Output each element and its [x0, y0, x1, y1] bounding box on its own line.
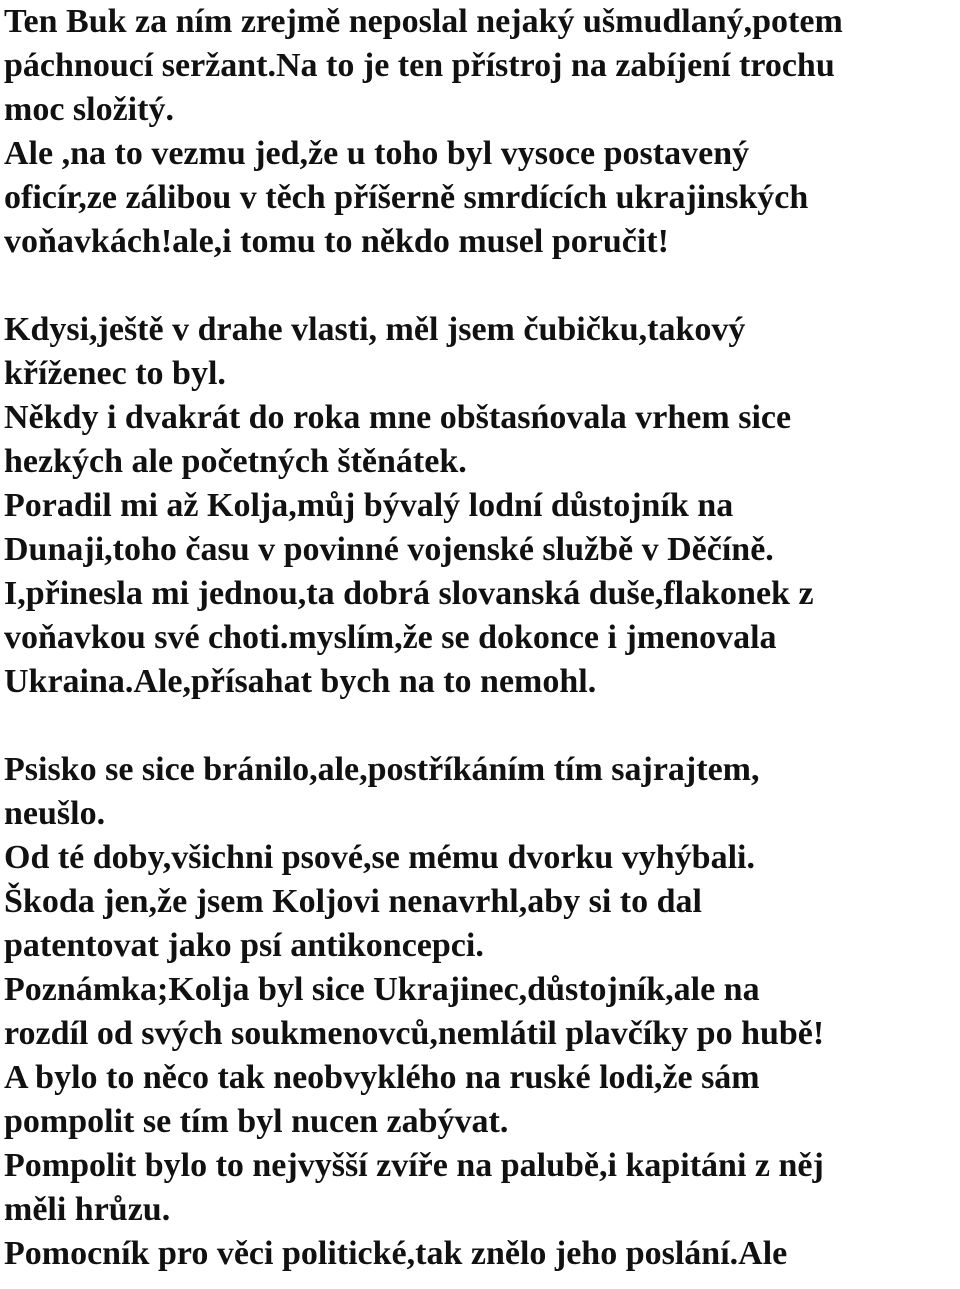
text-line: Pomocník pro věci politické,tak znělo jeho poslání.Ale	[4, 1235, 788, 1272]
text-line: moc složitý.	[4, 91, 174, 128]
text-line: Škoda jen,že jsem Koljovi nenavrhl,aby si to dal	[4, 883, 702, 920]
text-line: Ten Buk za ním zrejmě neposlal nejaký ušmudlaný,potem	[4, 3, 843, 40]
text-line: měli hrůzu.	[4, 1191, 171, 1228]
text-line: A bylo to něco tak neobvyklého na ruské lodi,že sám	[4, 1059, 760, 1096]
text-line: voňavkách!ale,i tomu to někdo musel poručit!	[4, 223, 669, 260]
text-line: Kdysi,ještě v drahe vlasti, měl jsem čubičku,takový	[4, 311, 746, 348]
text-line: hezkých ale početných štěnátek.	[4, 443, 467, 480]
paragraph-gap	[4, 264, 958, 308]
document-page	[4, 0, 958, 1276]
text-line: kříženec to byl.	[4, 355, 226, 392]
text-line: neušlo.	[4, 795, 106, 832]
text-line: Ukraina.Ale,přísahat bych na to nemohl.	[4, 663, 597, 700]
paragraph-gap	[4, 704, 958, 748]
text-line: Od té doby,všichni psové,se mému dvorku vyhýbali.	[4, 839, 755, 876]
text-line: voňavkou své choti.myslím,že se dokonce i jmenovala	[4, 619, 777, 656]
paragraph-1	[4, 0, 958, 264]
text-line: oficír,ze zálibou v těch příšerně smrdících ukrajinských	[4, 179, 809, 216]
text-line: rozdíl od svých soukmenovců,nemlátil plavčíky po hubě!	[4, 1015, 825, 1052]
text-line: Poznámka;Kolja byl sice Ukrajinec,důstojník,ale na	[4, 971, 760, 1008]
text-line: pompolit se tím byl nucen zabývat.	[4, 1103, 509, 1140]
text-line: Někdy i dvakrát do roka mne obštasńovala vrhem sice	[4, 399, 792, 436]
text-line: Dunaji,toho času v povinné vojenské službě v Děčíně.	[4, 531, 774, 568]
text-line: páchnoucí seržant.Na to je ten přístroj na zabíjení trochu	[4, 47, 835, 84]
text-line: patentovat jako psí antikoncepci.	[4, 927, 484, 964]
text-line: I,přinesla mi jednou,ta dobrá slovanská duše,flakonek z	[4, 575, 814, 612]
text-line: Psisko se sice bránilo,ale,postříkáním tím sajrajtem,	[4, 751, 760, 788]
text-line: Poradil mi až Kolja,můj bývalý lodní důstojník na	[4, 487, 734, 524]
paragraph-3	[4, 748, 958, 1276]
text-line: Ale ,na to vezmu jed,že u toho byl vysoce postavený	[4, 135, 750, 172]
paragraph-2	[4, 308, 958, 704]
text-line: Pompolit bylo to nejvyšší zvíře na palubě,i kapitáni z něj	[4, 1147, 824, 1184]
